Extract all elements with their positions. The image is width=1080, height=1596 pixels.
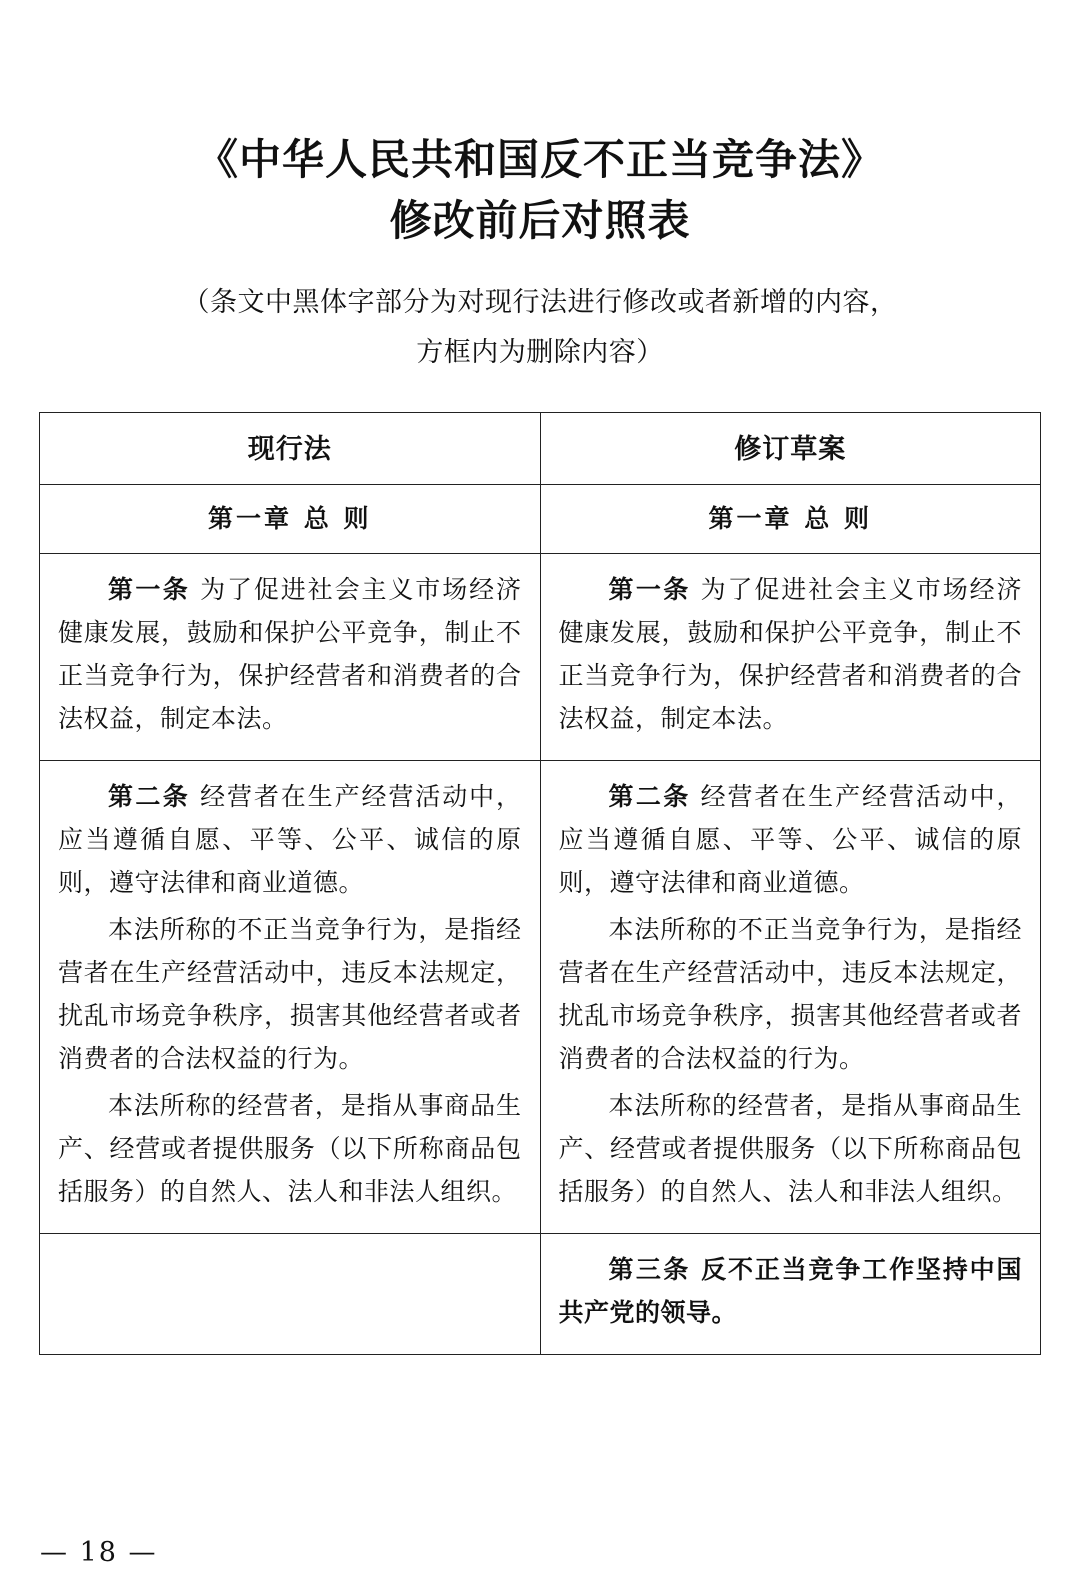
cell-current-law-article-2	[40, 760, 541, 1233]
table-row	[40, 760, 1041, 1233]
paragraph	[58, 568, 522, 740]
article-text: 本法所称的经营者，是指从事商品生产、经营或者提供服务（以下所称商品包括服务）的自然人、法人和非法人组织。	[58, 1090, 522, 1206]
article-text: 反不正当竞争工作坚持中国共产党的领导。	[558, 1254, 1022, 1327]
paragraph	[559, 775, 1023, 904]
document-note-line-1: （条文中黑体字部分为对现行法进行修改或者新增的内容，	[182, 286, 898, 318]
cell-draft-article-1	[540, 553, 1041, 760]
paragraph	[559, 568, 1023, 740]
table-row	[40, 553, 1041, 760]
article-number: 第三条	[608, 1254, 691, 1284]
article-text: 经营者在生产经营活动中，应当遵循自愿、平等、公平、诚信的原则，遵守法律和商业道德。	[558, 781, 1022, 897]
chapter-heading-right: 第一章 总 则	[540, 484, 1041, 553]
article-text: 本法所称的不正当竞争行为，是指经营者在生产经营活动中，违反本法规定，扰乱市场竞争秩序，损害其他经营者或者消费者的合法权益的行为。	[558, 914, 1022, 1073]
table-chapter-row	[40, 484, 1041, 553]
article-text: 为了促进社会主义市场经济健康发展，鼓励和保护公平竞争，制止不正当竞争行为，保护经营者和消费者的合法权益，制定本法。	[58, 574, 522, 733]
paragraph	[559, 1084, 1023, 1213]
paragraph	[58, 908, 522, 1080]
column-header-current-law: 现行法	[40, 412, 541, 484]
page-title-line-1: 《中华人民共和国反不正当竞争法》	[195, 135, 884, 184]
paragraph	[58, 775, 522, 904]
paragraph	[559, 908, 1023, 1080]
comparison-table	[39, 412, 1041, 1355]
page-number: — 18 —	[40, 1537, 158, 1568]
table-row	[40, 1233, 1041, 1354]
paragraph	[559, 1248, 1023, 1334]
cell-draft-article-3	[540, 1233, 1041, 1354]
page-title-line-2: 修改前后对照表	[389, 195, 691, 245]
article-text: 经营者在生产经营活动中，应当遵循自愿、平等、公平、诚信的原则，遵守法律和商业道德。	[58, 781, 522, 897]
cell-current-law-article-1	[40, 553, 541, 760]
cell-draft-article-2	[540, 760, 1041, 1233]
document-note-line-2: 方框内为删除内容）	[416, 336, 664, 368]
column-header-draft-revision: 修订草案	[540, 412, 1041, 484]
article-number: 第二条	[108, 781, 191, 811]
chapter-heading-left: 第一章 总 则	[40, 484, 541, 553]
title-block	[28, 0, 1052, 378]
article-text: 为了促进社会主义市场经济健康发展，鼓励和保护公平竞争，制止不正当竞争行为，保护经营者和消费者的合法权益，制定本法。	[558, 574, 1022, 733]
article-text: 本法所称的不正当竞争行为，是指经营者在生产经营活动中，违反本法规定，扰乱市场竞争秩序，损害其他经营者或者消费者的合法权益的行为。	[58, 914, 522, 1073]
paragraph	[58, 1084, 522, 1213]
table-header-row	[40, 412, 1041, 484]
article-number: 第二条	[608, 781, 691, 811]
article-number: 第一条	[608, 574, 691, 604]
article-text: 本法所称的经营者，是指从事商品生产、经营或者提供服务（以下所称商品包括服务）的自然人、法人和非法人组织。	[558, 1090, 1022, 1206]
article-number: 第一条	[108, 574, 191, 604]
cell-current-law-empty	[40, 1233, 541, 1354]
document-note	[28, 278, 1052, 378]
